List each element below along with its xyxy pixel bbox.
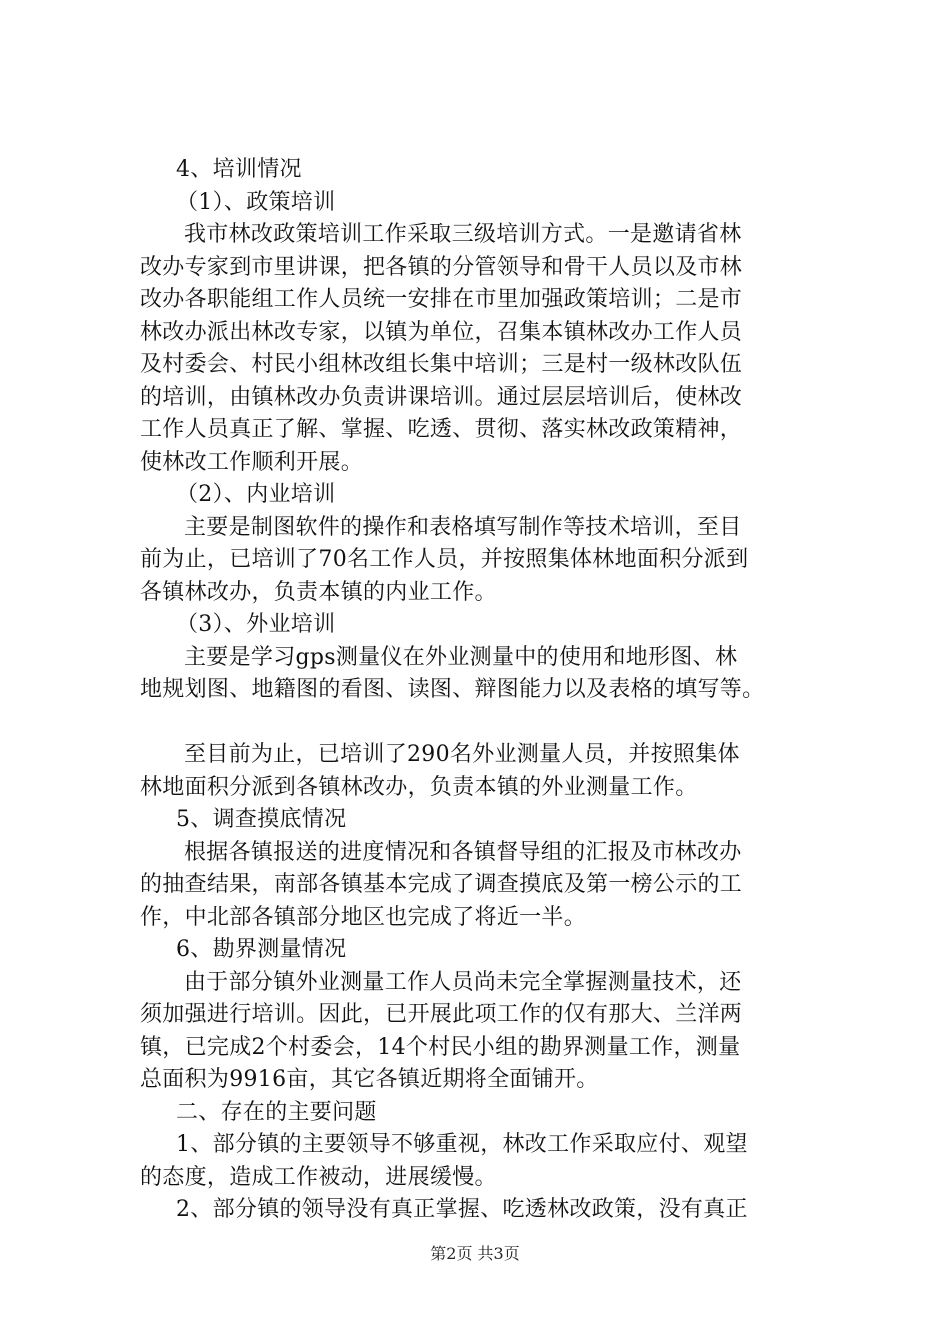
subheading-policy-training: （1）、政策培训 bbox=[176, 189, 336, 215]
page-footer bbox=[0, 1244, 950, 1264]
blank-line bbox=[140, 707, 840, 740]
section-heading-survey: 5、调查摸底情况 bbox=[176, 807, 347, 832]
section-heading-boundary-survey: 6、勘界测量情况 bbox=[176, 937, 347, 962]
paragraph-line: 的态度，造成工作被动，进展缓慢。 bbox=[140, 1164, 497, 1190]
paragraph-line: 1、部分镇的主要领导不够重视，林改工作采取应付、观望 bbox=[176, 1132, 748, 1157]
paragraph-line: 由于部分镇外业测量工作人员尚未完全掌握测量技术，还 bbox=[184, 969, 742, 995]
paragraph-line: 各镇林改办，负责本镇的内业工作。 bbox=[140, 579, 497, 605]
paragraph-line: 改办专家到市里讲课，把各镇的分管领导和骨干人员以及市林 bbox=[140, 254, 743, 280]
paragraph-line: 地规划图、地籍图的看图、读图、辩图能力以及表格的填写等。 bbox=[140, 677, 765, 702]
section-heading-training: 4、培训情况 bbox=[176, 157, 302, 182]
paragraph-line: 镇，已完成2个村委会，14个村民小组的勘界测量工作，测量 bbox=[140, 1034, 741, 1060]
paragraph-line: 我市林改政策培训工作采取三级培训方式。一是邀请省林 bbox=[184, 222, 742, 247]
paragraph-line: 2、部分镇的领导没有真正掌握、吃透林改政策，没有真正 bbox=[176, 1197, 748, 1222]
paragraph-line: 主要是制图软件的操作和表格填写制作等技术培训，至目 bbox=[184, 514, 742, 540]
subheading-field-training: （3）、外业培训 bbox=[176, 612, 336, 637]
paragraph-line: 改办各职能组工作人员统一安排在市里加强政策培训；二是市 bbox=[140, 287, 743, 312]
paragraph-line: 的培训，由镇林改办负责讲课培训。通过层层培训后，使林改 bbox=[140, 384, 743, 410]
paragraph-line: 使林改工作顺利开展。 bbox=[140, 449, 364, 475]
section-heading-problems: 二、存在的主要问题 bbox=[176, 1099, 377, 1125]
paragraph-line: 作，中北部各镇部分地区也完成了将近一半。 bbox=[140, 904, 587, 930]
paragraph-line: 总面积为9916亩，其它各镇近期将全面铺开。 bbox=[140, 1067, 599, 1092]
paragraph-line: 至目前为止，已培训了290名外业测量人员，并按照集体 bbox=[184, 742, 740, 767]
paragraph-line: 林地面积分派到各镇林改办，负责本镇的外业测量工作。 bbox=[140, 774, 698, 800]
paragraph-line: 前为止，已培训了70名工作人员，并按照集体林地面积分派到 bbox=[140, 547, 749, 572]
page-number: 第2页 共3页 bbox=[430, 1244, 520, 1263]
paragraph-line: 工作人员真正了解、掌握、吃透、贯彻、落实林改政策精神， bbox=[140, 417, 743, 442]
subheading-internal-training: （2）、内业培训 bbox=[176, 482, 336, 507]
paragraph-line: 的抽查结果，南部各镇基本完成了调查摸底及第一榜公示的工 bbox=[140, 872, 743, 897]
paragraph-line: 林改办派出林改专家，以镇为单位，召集本镇林改办工作人员 bbox=[140, 319, 743, 345]
paragraph-line: 主要是学习gps测量仪在外业测量中的使用和地形图、林 bbox=[184, 644, 738, 670]
document-body bbox=[140, 154, 840, 1227]
paragraph-line: 须加强进行培训。因此，已开展此项工作的仅有那大、兰洋两 bbox=[140, 1002, 743, 1027]
paragraph-line: 根据各镇报送的进度情况和各镇督导组的汇报及市林改办 bbox=[184, 839, 742, 865]
paragraph-line: 及村委会、村民小组林改组长集中培训；三是村一级林改队伍 bbox=[140, 352, 743, 377]
